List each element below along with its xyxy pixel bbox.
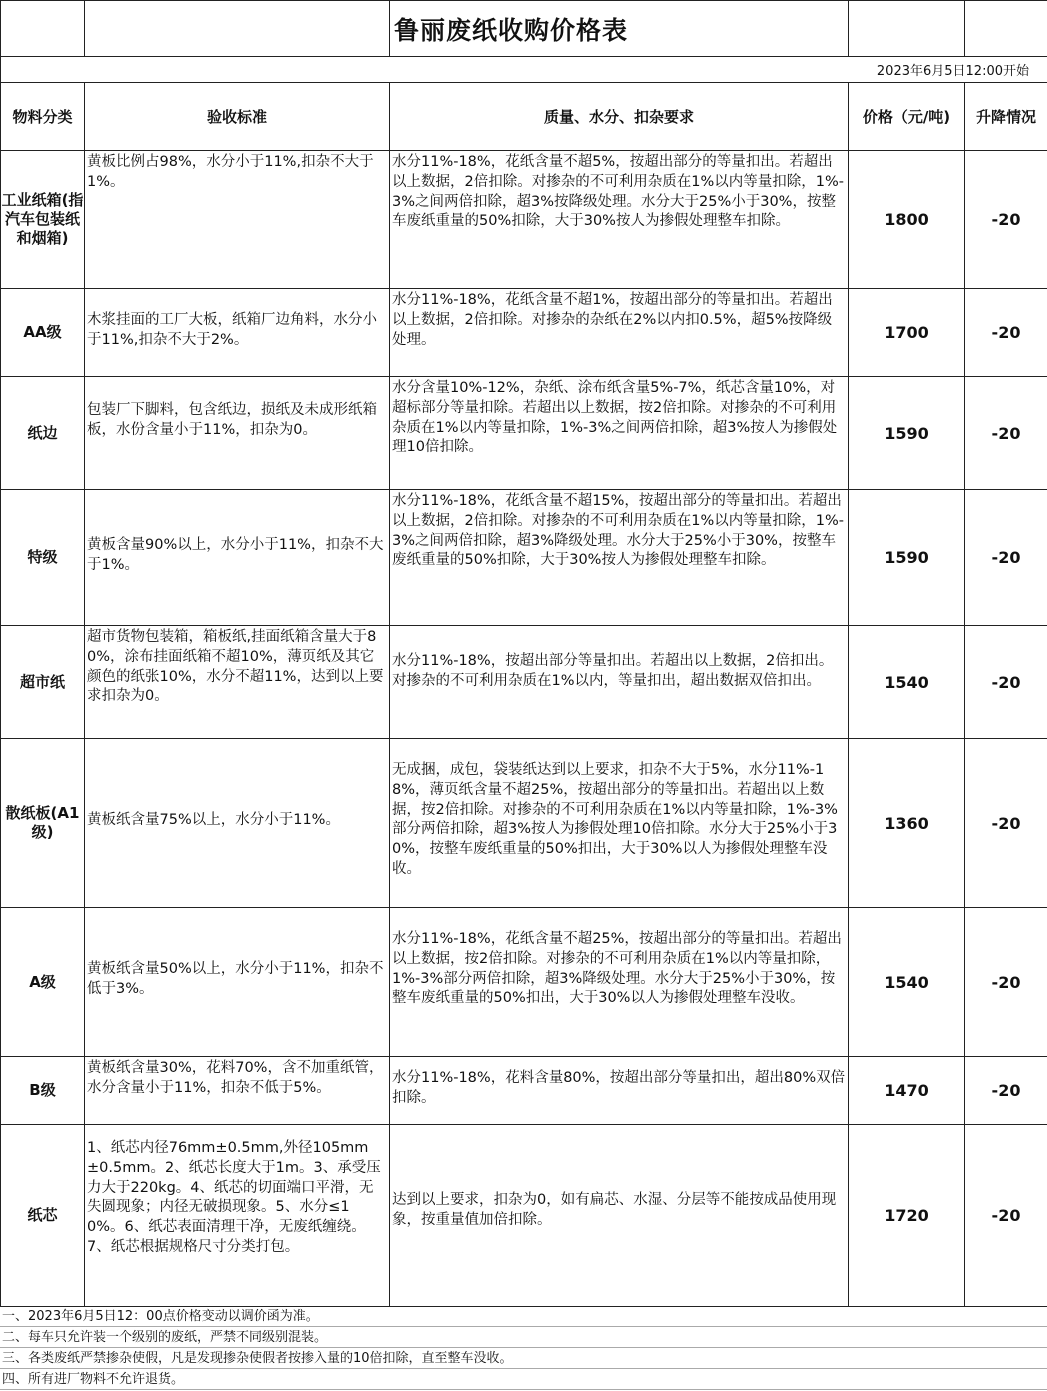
- row-change: -20: [965, 377, 1047, 490]
- row-change: -20: [965, 908, 1047, 1057]
- table-row: [1, 739, 1047, 908]
- table-row: [1, 1125, 1047, 1307]
- table-row: [1, 490, 1047, 626]
- row-category: B级: [1, 1057, 85, 1125]
- row-requirement: 水分11%-18%，按超出部分等量扣出。若超出以上数据，2倍扣出。对掺杂的不可利用杂质在1%以内，等量扣出，超出数据双倍扣出。: [390, 626, 849, 739]
- table-row: [1, 908, 1047, 1057]
- title-blank-right: [849, 1, 965, 57]
- table-row: [1, 377, 1047, 490]
- row-category: 纸边: [1, 377, 85, 490]
- header-price: 价格（元/吨): [849, 83, 965, 151]
- title-blank-end: [965, 1, 1047, 57]
- row-category: 工业纸箱(指汽车包装纸和烟箱): [1, 151, 85, 289]
- row-requirement: 无成捆，成包，袋装纸达到以上要求，扣杂不大于5%，水分11%-18%，薄页纸含量不超25%，按超出部分的等量扣出。若超出以上数据，按2倍扣除。对掺杂的不可利用杂质在1%以内等量扣除，1%-3%部分两倍扣除，超3%按人为掺假处理10倍扣除。水分大于25%小于30%，按整车废纸重量的50%扣出，大于30%以人为掺假处理整车没收。: [390, 739, 849, 908]
- row-standard: 黄板纸含量30%，花料70%，含不加重纸管，水分含量小于11%，扣杂不低于5%。: [85, 1057, 390, 1125]
- row-requirement: 水分11%-18%，花纸含量不超1%，按超出部分的等量扣出。若超出以上数据，2倍扣除。对掺杂的杂纸在2%以内扣0.5%，超5%按降级处理。: [390, 289, 849, 377]
- note-line: 四、所有进厂物料不允许退货。: [0, 1369, 1047, 1390]
- row-price: 1800: [849, 151, 965, 289]
- title-blank-left: [1, 1, 85, 57]
- row-requirement: 水分含量10%-12%，杂纸、涂布纸含量5%-7%，纸芯含量10%，对超标部分等量扣除。若超出以上数据，按2倍扣除。对掺杂的不可利用杂质在1%以内等量扣除，1%-3%之间两倍扣除，超3%按人为掺假处理10倍扣除。: [390, 377, 849, 490]
- row-standard: 1、纸芯内径76mm±0.5mm,外径105mm±0.5mm。2、纸芯长度大于1m。3、承受压力大于220kg。4、纸芯的切面端口平滑，无失圆现象；内径无破损现象。5、水分≤10%。6、纸芯表面清理干净，无废纸缠绕。7、纸芯根据规格尺寸分类打包。: [85, 1125, 390, 1307]
- row-category: 散纸板(A1级): [1, 739, 85, 908]
- header-change: 升降情况: [965, 83, 1047, 151]
- note-line: 二、每车只允许装一个级别的废纸，严禁不同级别混装。: [0, 1327, 1047, 1348]
- row-change: -20: [965, 626, 1047, 739]
- row-change: -20: [965, 739, 1047, 908]
- row-category: AA级: [1, 289, 85, 377]
- row-standard: 木浆挂面的工厂大板，纸箱厂边角料，水分小于11%,扣杂不大于2%。: [85, 289, 390, 377]
- row-price: 1540: [849, 626, 965, 739]
- header-standard: 验收标准: [85, 83, 390, 151]
- note-line: 三、各类废纸严禁掺杂使假，凡是发现掺杂使假者按掺入量的10倍扣除，直至整车没收。: [0, 1348, 1047, 1369]
- row-category: A级: [1, 908, 85, 1057]
- row-requirement: 水分11%-18%，花纸含量不超5%，按超出部分的等量扣出。若超出以上数据，2倍扣除。对掺杂的不可利用杂质在1%以内等量扣除，1%-3%之间两倍扣除，超3%按降级处理。水分大于25%小于30%，按整车废纸重量的50%扣除，大于30%按人为掺假处理整车扣除。: [390, 151, 849, 289]
- row-change: -20: [965, 1057, 1047, 1125]
- row-price: 1590: [849, 490, 965, 626]
- row-change: -20: [965, 1125, 1047, 1307]
- page-title: 鲁丽废纸收购价格表: [390, 1, 849, 57]
- header-requirement: 质量、水分、扣杂要求: [390, 83, 849, 151]
- row-price: 1470: [849, 1057, 965, 1125]
- row-category: 特级: [1, 490, 85, 626]
- row-price: 1720: [849, 1125, 965, 1307]
- row-change: -20: [965, 490, 1047, 626]
- table-row: [1, 1057, 1047, 1125]
- note-line: 一、2023年6月5日12：00点价格变动以调价函为准。: [0, 1306, 1047, 1327]
- table-row: [1, 626, 1047, 739]
- row-change: -20: [965, 289, 1047, 377]
- row-standard: 包装厂下脚料，包含纸边，损纸及未成形纸箱板，水份含量小于11%，扣杂为0。: [85, 377, 390, 490]
- row-standard: 黄板比例占98%，水分小于11%,扣杂不大于1%。: [85, 151, 390, 289]
- row-standard: 黄板纸含量75%以上，水分小于11%。: [85, 739, 390, 908]
- row-price: 1360: [849, 739, 965, 908]
- table-row: [1, 289, 1047, 377]
- row-requirement: 水分11%-18%，花料含量80%，按超出部分等量扣出，超出80%双倍扣除。: [390, 1057, 849, 1125]
- row-category: 纸芯: [1, 1125, 85, 1307]
- row-requirement: 达到以上要求，扣杂为0，如有扁芯、水湿、分层等不能按成品使用现象，按重量值加倍扣除。: [390, 1125, 849, 1307]
- row-requirement: 水分11%-18%，花纸含量不超15%，按超出部分的等量扣出。若超出以上数据，2倍扣除。对掺杂的不可利用杂质在1%以内等量扣除，1%-3%之间两倍扣除，超3%降级处理。水分大于25%小于30%，按整车废纸重量的50%扣除，大于30%按人为掺假处理整车扣除。: [390, 490, 849, 626]
- table-row: [1, 151, 1047, 289]
- notes-section: [0, 1306, 1047, 1390]
- row-price: 1540: [849, 908, 965, 1057]
- row-price: 1590: [849, 377, 965, 490]
- row-standard: 黄板含量90%以上，水分小于11%，扣杂不大于1%。: [85, 490, 390, 626]
- row-requirement: 水分11%-18%，花纸含量不超25%，按超出部分的等量扣出。若超出以上数据，按2倍扣除。对掺杂的不可利用杂质在1%以内等量扣除，1%-3%部分两倍扣除，超3%降级处理。水分大于25%小于30%，按整车废纸重量的50%扣出，大于30%以人为掺假处理整车没收。: [390, 908, 849, 1057]
- row-category: 超市纸: [1, 626, 85, 739]
- header-category: 物料分类: [1, 83, 85, 151]
- title-blank-mid: [85, 1, 390, 57]
- row-price: 1700: [849, 289, 965, 377]
- row-change: -20: [965, 151, 1047, 289]
- effective-date: 2023年6月5日12:00开始: [1, 57, 1047, 83]
- row-standard: 黄板纸含量50%以上，水分小于11%，扣杂不低于3%。: [85, 908, 390, 1057]
- row-standard: 超市货物包装箱，箱板纸,挂面纸箱含量大于80%，涂布挂面纸箱不超10%，薄页纸及其它颜色的纸张10%，水分不超11%，达到以上要求扣杂为0。: [85, 626, 390, 739]
